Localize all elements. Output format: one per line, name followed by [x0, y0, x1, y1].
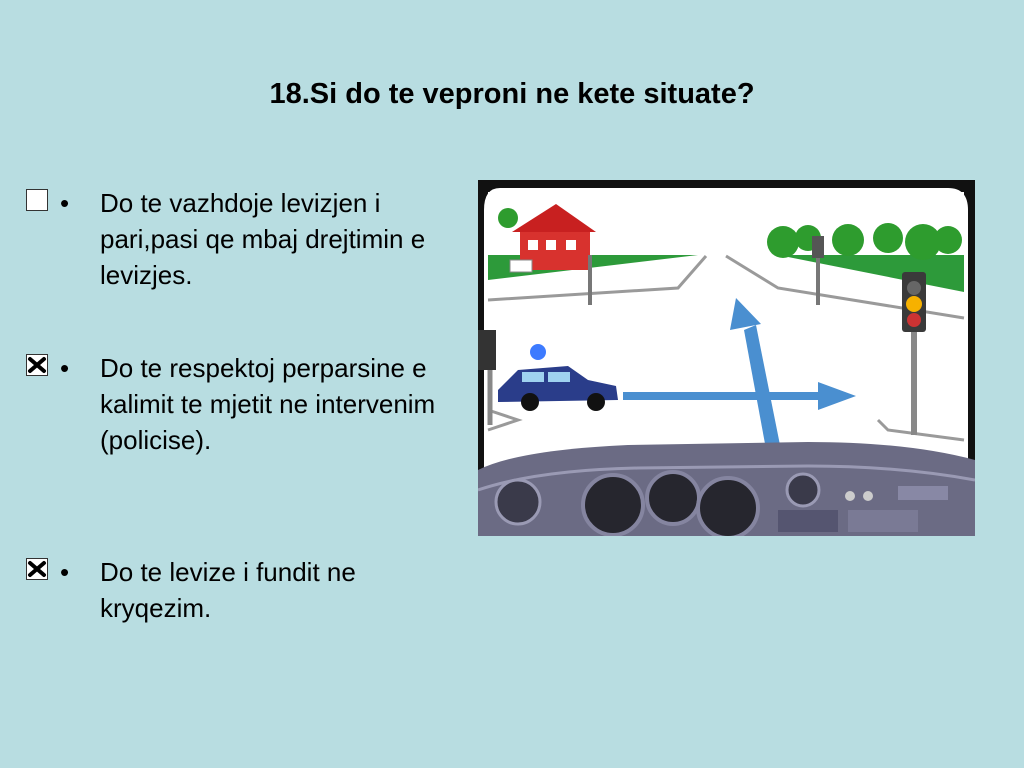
x-mark-icon: [27, 559, 47, 579]
bullet: •: [60, 353, 70, 383]
option-text: Do te vazhdoje levizjen i pari,pasi qe mbaj drejtimin e levizjes.: [100, 188, 426, 290]
bullet: •: [60, 188, 70, 218]
option-text: Do te respektoj perparsine e kalimit te mjetit ne intervenim (policise).: [100, 353, 436, 455]
intersection-illustration: [478, 180, 975, 536]
dashboard: [478, 442, 975, 536]
x-mark-icon: [27, 355, 47, 375]
checkbox-crossed[interactable]: [26, 354, 48, 376]
option-text: Do te levize i fundit ne kryqezim.: [100, 557, 356, 623]
slide-title: 18.Si do te veproni ne kete situate?: [269, 78, 755, 110]
bullet: •: [60, 557, 70, 587]
checkbox-empty[interactable]: [26, 189, 48, 211]
checkbox-crossed[interactable]: [26, 558, 48, 580]
